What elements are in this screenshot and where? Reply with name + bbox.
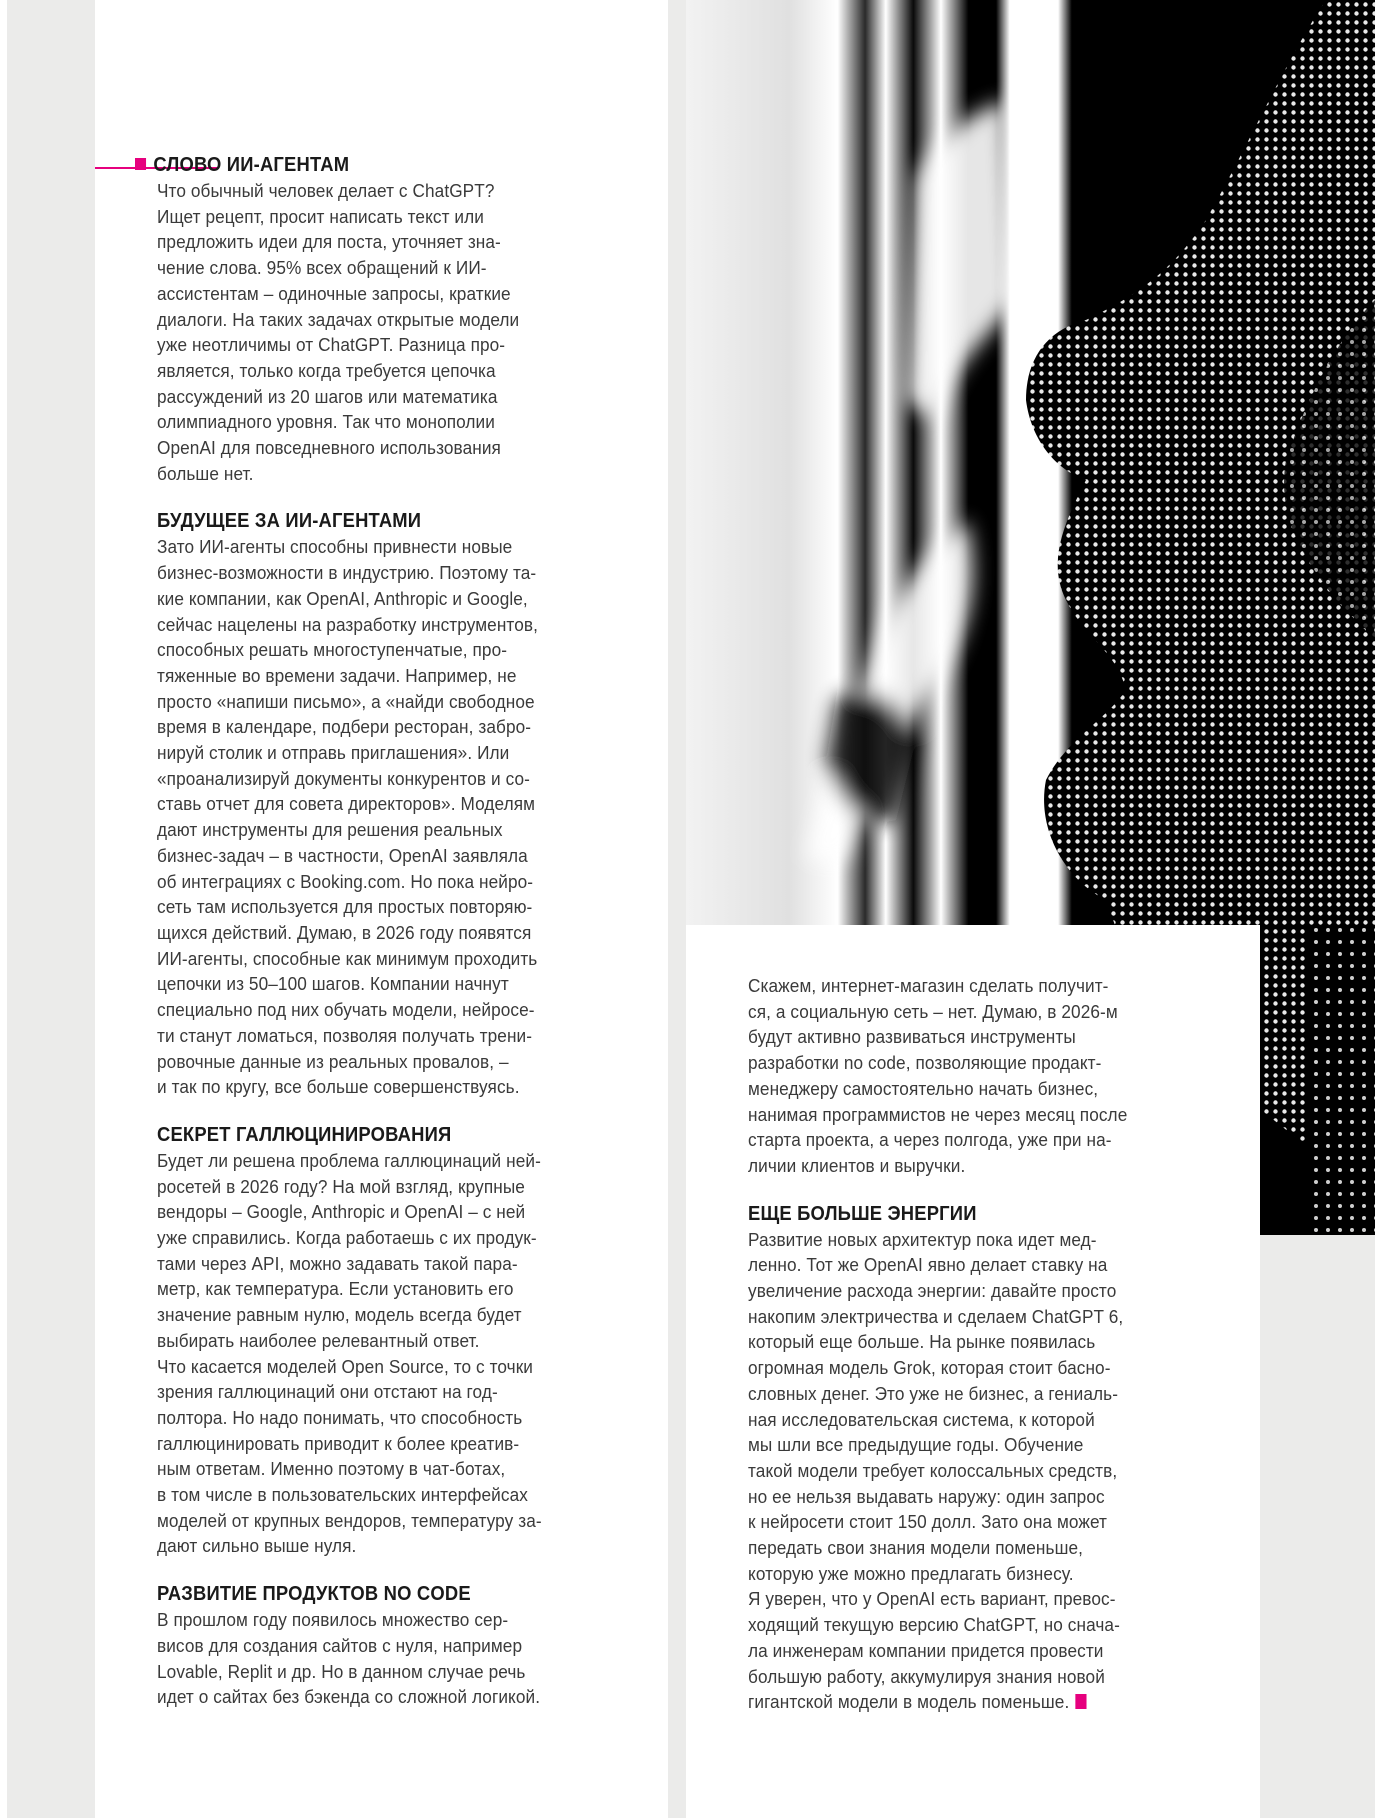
- text-line: дают инструменты для решения реальных: [157, 819, 503, 841]
- section-future-ai-agents: [157, 508, 627, 1099]
- text-line: идет о сайтах без бэкенда со сложной логикой.: [157, 1686, 541, 1708]
- text-line: чение слова. 95% всех обращений к ИИ-: [157, 257, 487, 279]
- section-body: [748, 973, 1194, 1179]
- text-line: олимпиадного уровня. Так что монополии: [157, 411, 495, 433]
- text-line: ти станут ломаться, позволяя получать трени-: [157, 1024, 533, 1046]
- section-body: [748, 1227, 1194, 1715]
- text-line: моделей от крупных вендоров, температуру за-: [157, 1509, 542, 1531]
- section-ai-agents-word: [153, 152, 627, 486]
- text-line: увеличение расхода энергии: давайте просто: [748, 1280, 1117, 1302]
- page-margin-left: [7, 0, 95, 1818]
- text-line: рассуждений из 20 шагов или математика: [157, 385, 498, 407]
- text-line: накопим электричества и сделаем ChatGPT 6,: [748, 1305, 1124, 1327]
- article-column-right: [748, 973, 1228, 1737]
- section-no-code-continued: [748, 973, 1228, 1179]
- text-line: специально под них обучать модели, нейросе-: [157, 999, 535, 1021]
- text-line: передать свои знания модели поменьше,: [748, 1537, 1084, 1559]
- text-line: предложить идеи для поста, уточняет зна-: [157, 231, 501, 253]
- text-line: ассистентам – одиночные запросы, краткие: [157, 282, 511, 304]
- text-line: бизнес-возможности в индустрию. Поэтому та-: [157, 562, 537, 584]
- text-line: диалоги. На таких задачах открытые модели: [157, 308, 520, 330]
- text-line: просто «напиши письмо», а «найди свободное: [157, 690, 535, 712]
- text-line: OpenAI для повседневного использования: [157, 437, 501, 459]
- text-line: висов для создания сайтов с нуля, например: [157, 1634, 523, 1656]
- text-line: словных денег. Это уже не бизнес, а гениаль-: [748, 1382, 1119, 1404]
- text-line: больше нет.: [157, 462, 254, 484]
- section-body: [157, 1148, 594, 1559]
- text-line: вендоры – Google, Anthropic и OpenAI – с ней: [157, 1201, 526, 1223]
- section-body: [157, 1607, 594, 1710]
- text-line: цепочки из 50–100 шагов. Компании начнут: [157, 973, 509, 995]
- text-line: и так по кругу, все больше совершенствуясь.: [157, 1076, 520, 1098]
- text-line: нируй столик и отправь приглашения». Или: [157, 742, 510, 764]
- text-line: Зато ИИ-агенты способны привнести новые: [157, 536, 513, 558]
- text-line: дают сильно выше нуля.: [157, 1535, 357, 1557]
- text-line: Скажем, интернет-магазин сделать получит-: [748, 975, 1109, 996]
- text-line: способных решать многоступенчатые, про-: [157, 639, 508, 661]
- text-line: нанимая программистов не через месяц после: [748, 1103, 1128, 1125]
- text-line: В прошлом году появилось множество сер-: [157, 1609, 509, 1631]
- text-line: в том числе в пользовательских интерфейсах: [157, 1484, 528, 1506]
- text-line: выбирать наиболее релевантный ответ.: [157, 1329, 480, 1351]
- text-line: будут активно развиваться инструменты: [748, 1026, 1076, 1048]
- text-line: росетей в 2026 году? На мой взгляд, крупные: [157, 1175, 525, 1197]
- text-line: Ищет рецепт, просит написать текст или: [157, 205, 484, 227]
- heading-text: СЛОВО ИИ-АГЕНТАМ: [153, 154, 350, 176]
- text-line: уже справились. Когда работаешь с их продук-: [157, 1227, 537, 1249]
- text-line: менеджеру самостоятельно начать бизнес,: [748, 1077, 1099, 1099]
- text-line: сейчас нацелены на разработку инструментов,: [157, 613, 538, 635]
- text-line: ровочные данные из реальных провалов, –: [157, 1050, 509, 1072]
- text-line: кие компании, как OpenAI, Anthropic и Google,: [157, 587, 528, 609]
- text-line: уже неотличимы от ChatGPT. Разница про-: [157, 334, 506, 356]
- text-line: к нейросети стоит 150 долл. Зато она может: [748, 1511, 1108, 1533]
- text-line: большую работу, аккумулируя знания новой: [748, 1665, 1105, 1687]
- text-line: ным ответам. Именно поэтому в чат-ботах,: [157, 1458, 506, 1480]
- section-heading: ЕЩЕ БОЛЬШЕ ЭНЕРГИИ: [748, 1202, 977, 1225]
- text-line: полтора. Но надо понимать, что способность: [157, 1406, 523, 1428]
- text-line: «проанализируй документы конкурентов и со-: [157, 767, 530, 789]
- text-line: но ее нельзя выдавать наружу: один запрос: [748, 1485, 1105, 1507]
- text-line: ла инженерам компании придется провести: [748, 1639, 1104, 1661]
- text-line: время в календаре, подбери ресторан, забро-: [157, 716, 532, 738]
- section-hallucination-secret: [157, 1122, 627, 1559]
- accent-square-icon: [135, 158, 146, 170]
- text-line: старта проекта, а через полгода, уже при на-: [748, 1129, 1112, 1151]
- text-line: Lovable, Replit и др. Но в данном случае речь: [157, 1660, 526, 1682]
- text-line: об интеграциях с Booking.com. Но пока нейро-: [157, 870, 534, 892]
- text-line: мы шли все предыдущие годы. Обучение: [748, 1434, 1084, 1456]
- text-line: которую уже можно предлагать бизнесу.: [748, 1562, 1074, 1584]
- section-body: [157, 178, 594, 486]
- text-line: Развитие новых архитектур пока идет мед-: [748, 1228, 1097, 1250]
- text-line: ставь отчет для совета директоров». Моделям: [157, 793, 536, 815]
- text-line: зрения галлюцинаций они отстают на год-: [157, 1381, 498, 1403]
- text-line: ная исследовательская система, к которой: [748, 1408, 1095, 1430]
- section-body: [157, 534, 594, 1099]
- text-line: Что обычный человек делает с ChatGPT?: [157, 180, 495, 201]
- page-margin-right: [1260, 1235, 1375, 1818]
- text-line: Что касается моделей Open Source, то с точки: [157, 1355, 534, 1377]
- text-line: такой модели требует колоссальных средств,: [748, 1459, 1118, 1481]
- end-of-article-mark-icon: [1075, 1694, 1086, 1709]
- text-line: Я уверен, что у OpenAI есть вариант, превос-: [748, 1588, 1116, 1610]
- article-column-left: [153, 152, 627, 1732]
- text-line: тяженные во времени задачи. Например, не: [157, 664, 517, 686]
- section-heading: СЕКРЕТ ГАЛЛЮЦИНИРОВАНИЯ: [157, 1123, 452, 1146]
- text-line: сеть там используется для простых повторяю-: [157, 896, 533, 918]
- text-line: ИИ-агенты, способные как минимум проходить: [157, 947, 538, 969]
- text-line: щихся действий. Думаю, в 2026 году появятся: [157, 921, 532, 943]
- text-line: значение равным нулю, модель всегда будет: [157, 1304, 522, 1326]
- text-line: тами через API, можно задавать такой пара-: [157, 1252, 518, 1274]
- text-line: личии клиентов и выручки.: [748, 1154, 966, 1176]
- section-more-energy: [748, 1201, 1228, 1715]
- text-line: гигантской модели в модель поменьше.: [748, 1689, 1194, 1715]
- text-line: метр, как температура. Если установить его: [157, 1278, 514, 1300]
- text-line: является, только когда требуется цепочка: [157, 359, 496, 381]
- text-line: бизнес-задач – в частности, OpenAI заявляла: [157, 844, 528, 866]
- text-line: ходящий текущую версию ChatGPT, но снача-: [748, 1614, 1120, 1636]
- section-no-code: [157, 1581, 627, 1710]
- text-line: огромная модель Grok, которая стоит басно-: [748, 1357, 1111, 1379]
- text-line: ся, а социальную сеть – нет. Думаю, в 2026-м: [748, 1000, 1118, 1022]
- text-line: разработки no code, позволяющие продакт-: [748, 1052, 1102, 1074]
- column-gutter: [668, 0, 686, 1818]
- text-line: Будет ли решена проблема галлюцинаций ней-: [157, 1149, 541, 1171]
- section-heading: БУДУЩЕЕ ЗА ИИ-АГЕНТАМИ: [157, 510, 422, 533]
- section-heading: РАЗВИТИЕ ПРОДУКТОВ NO CODE: [157, 1583, 471, 1606]
- section-heading: [135, 152, 588, 178]
- text-line: ленно. Тот же OpenAI явно делает ставку на: [748, 1254, 1108, 1276]
- text-line: галлюцинировать приводит к более креатив-: [157, 1432, 520, 1454]
- text-line: который еще больше. На рынке появилась: [748, 1331, 1096, 1353]
